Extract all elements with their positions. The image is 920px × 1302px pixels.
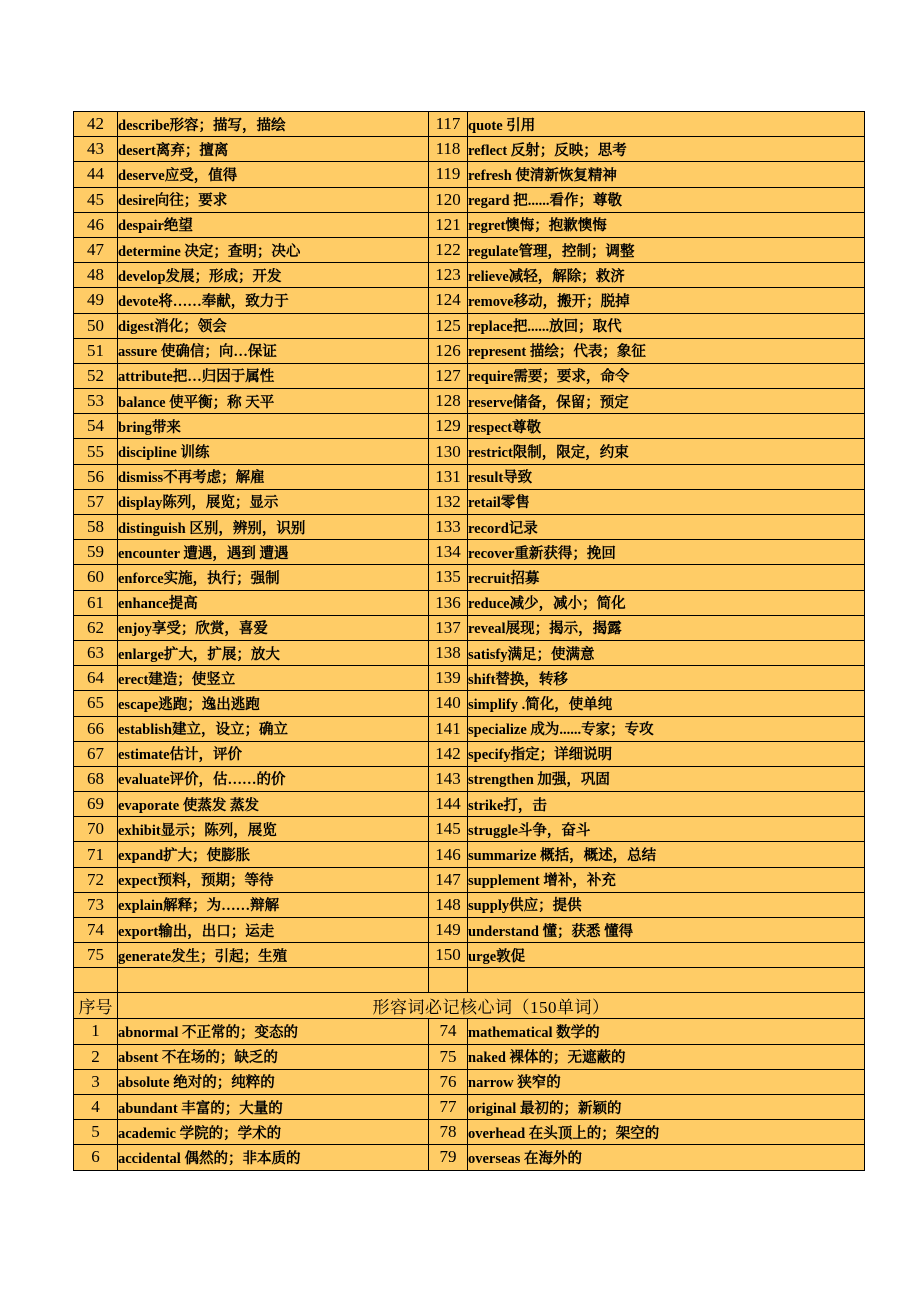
index-cell: 66 <box>74 716 118 741</box>
table-row <box>74 716 865 741</box>
index-cell: 72 <box>74 867 118 892</box>
vocabulary-table <box>73 111 865 1171</box>
word-cell: specify指定；详细说明 <box>468 741 865 766</box>
table-row <box>74 263 865 288</box>
table-row <box>74 1044 865 1069</box>
empty-cell <box>118 968 429 993</box>
index-cell: 139 <box>429 666 468 691</box>
table-row <box>74 766 865 791</box>
table-row <box>74 590 865 615</box>
index-cell: 58 <box>74 515 118 540</box>
index-cell: 141 <box>429 716 468 741</box>
word-cell: original 最初的；新颖的 <box>468 1094 865 1119</box>
index-cell: 1 <box>74 1019 118 1044</box>
word-cell: specialize 成为......专家；专攻 <box>468 716 865 741</box>
index-cell: 47 <box>74 237 118 262</box>
index-cell: 59 <box>74 540 118 565</box>
index-cell: 44 <box>74 162 118 187</box>
table-row <box>74 792 865 817</box>
index-cell: 61 <box>74 590 118 615</box>
index-cell: 74 <box>74 918 118 943</box>
word-cell: academic 学院的；学术的 <box>118 1120 429 1145</box>
index-cell: 65 <box>74 691 118 716</box>
table-row <box>74 741 865 766</box>
table-row <box>74 439 865 464</box>
word-cell: summarize 概括，概述，总结 <box>468 842 865 867</box>
index-cell: 60 <box>74 565 118 590</box>
word-cell: retail零售 <box>468 489 865 514</box>
index-cell: 143 <box>429 766 468 791</box>
index-cell: 130 <box>429 439 468 464</box>
index-cell: 73 <box>74 892 118 917</box>
word-cell: escape逃跑；逸出逃跑 <box>118 691 429 716</box>
index-cell: 48 <box>74 263 118 288</box>
table-row <box>74 414 865 439</box>
table-row <box>74 162 865 187</box>
word-cell: quote 引用 <box>468 112 865 137</box>
table-row <box>74 540 865 565</box>
index-cell: 125 <box>429 313 468 338</box>
index-cell: 135 <box>429 565 468 590</box>
index-cell: 64 <box>74 666 118 691</box>
index-cell: 51 <box>74 338 118 363</box>
index-cell: 118 <box>429 137 468 162</box>
index-cell: 132 <box>429 489 468 514</box>
section-header-row <box>74 993 865 1019</box>
index-cell: 62 <box>74 615 118 640</box>
index-cell: 69 <box>74 792 118 817</box>
word-cell: regulate管理，控制；调整 <box>468 237 865 262</box>
index-cell: 74 <box>429 1019 468 1044</box>
table-row <box>74 943 865 968</box>
index-cell: 145 <box>429 817 468 842</box>
index-cell: 70 <box>74 817 118 842</box>
word-cell: despair绝望 <box>118 212 429 237</box>
table-row <box>74 1019 865 1044</box>
word-cell: balance 使平衡；称 天平 <box>118 389 429 414</box>
index-cell: 133 <box>429 515 468 540</box>
table-row <box>74 489 865 514</box>
index-cell: 43 <box>74 137 118 162</box>
index-cell: 63 <box>74 640 118 665</box>
index-cell: 134 <box>429 540 468 565</box>
blank-row <box>74 968 865 993</box>
index-cell: 5 <box>74 1120 118 1145</box>
word-cell: supplement 增补，补充 <box>468 867 865 892</box>
word-cell: narrow 狭窄的 <box>468 1069 865 1094</box>
index-cell: 144 <box>429 792 468 817</box>
word-cell: enlarge扩大，扩展；放大 <box>118 640 429 665</box>
word-cell: regard 把......看作；尊敬 <box>468 187 865 212</box>
index-cell: 137 <box>429 615 468 640</box>
word-cell: encounter 遭遇，遇到 遭遇 <box>118 540 429 565</box>
word-cell: explain解释；为……辩解 <box>118 892 429 917</box>
empty-cell <box>74 968 118 993</box>
word-cell: recover重新获得；挽回 <box>468 540 865 565</box>
word-cell: expect预料，预期；等待 <box>118 867 429 892</box>
index-cell: 126 <box>429 338 468 363</box>
index-cell: 75 <box>429 1044 468 1069</box>
index-cell: 71 <box>74 842 118 867</box>
word-cell: regret懊悔；抱歉懊悔 <box>468 212 865 237</box>
word-cell: estimate估计，评价 <box>118 741 429 766</box>
table-row <box>74 892 865 917</box>
index-cell: 127 <box>429 363 468 388</box>
word-cell: naked 裸体的；无遮蔽的 <box>468 1044 865 1069</box>
index-cell: 120 <box>429 187 468 212</box>
word-cell: evaporate 使蒸发 蒸发 <box>118 792 429 817</box>
word-cell: strike打，击 <box>468 792 865 817</box>
word-cell: respect尊敬 <box>468 414 865 439</box>
word-cell: mathematical 数学的 <box>468 1019 865 1044</box>
section-title: 形容词必记核心词（150单词） <box>118 993 865 1019</box>
word-cell: reserve储备，保留；预定 <box>468 389 865 414</box>
word-cell: absolute 绝对的；纯粹的 <box>118 1069 429 1094</box>
index-cell: 54 <box>74 414 118 439</box>
table-row <box>74 666 865 691</box>
index-cell: 79 <box>429 1145 468 1170</box>
index-cell: 122 <box>429 237 468 262</box>
index-cell: 75 <box>74 943 118 968</box>
word-cell: urge敦促 <box>468 943 865 968</box>
word-cell: result导致 <box>468 464 865 489</box>
table-row <box>74 817 865 842</box>
index-cell: 117 <box>429 112 468 137</box>
word-cell: reduce减少，减小；简化 <box>468 590 865 615</box>
word-cell: reveal展现；揭示，揭露 <box>468 615 865 640</box>
word-cell: expand扩大；使膨胀 <box>118 842 429 867</box>
table-row <box>74 363 865 388</box>
table-row <box>74 1120 865 1145</box>
index-cell: 142 <box>429 741 468 766</box>
word-cell: satisfy满足；使满意 <box>468 640 865 665</box>
table-row <box>74 918 865 943</box>
word-cell: relieve减轻，解除；救济 <box>468 263 865 288</box>
word-cell: enhance提高 <box>118 590 429 615</box>
word-cell: understand 懂；获悉 懂得 <box>468 918 865 943</box>
word-cell: abnormal 不正常的；变态的 <box>118 1019 429 1044</box>
index-cell: 77 <box>429 1094 468 1119</box>
index-cell: 124 <box>429 288 468 313</box>
index-cell: 123 <box>429 263 468 288</box>
word-cell: attribute把…归因于属性 <box>118 363 429 388</box>
index-cell: 49 <box>74 288 118 313</box>
word-cell: strengthen 加强，巩固 <box>468 766 865 791</box>
word-cell: determine 决定；查明；决心 <box>118 237 429 262</box>
table-row <box>74 842 865 867</box>
table-row <box>74 1094 865 1119</box>
index-cell: 42 <box>74 112 118 137</box>
word-cell: enforce实施，执行；强制 <box>118 565 429 590</box>
word-cell: remove移动，搬开；脱掉 <box>468 288 865 313</box>
index-cell: 56 <box>74 464 118 489</box>
index-cell: 129 <box>429 414 468 439</box>
word-cell: exhibit显示；陈列，展览 <box>118 817 429 842</box>
word-cell: shift替换，转移 <box>468 666 865 691</box>
word-cell: desire向往；要求 <box>118 187 429 212</box>
index-cell: 140 <box>429 691 468 716</box>
index-cell: 45 <box>74 187 118 212</box>
word-cell: dismiss不再考虑；解雇 <box>118 464 429 489</box>
word-cell: recruit招募 <box>468 565 865 590</box>
index-cell: 148 <box>429 892 468 917</box>
word-cell: desert离弃；擅离 <box>118 137 429 162</box>
word-cell: reflect 反射；反映；思考 <box>468 137 865 162</box>
index-cell: 3 <box>74 1069 118 1094</box>
table-row <box>74 1069 865 1094</box>
word-cell: overhead 在头顶上的；架空的 <box>468 1120 865 1145</box>
word-cell: develop发展；形成；开发 <box>118 263 429 288</box>
word-cell: simplify .简化，使单纯 <box>468 691 865 716</box>
index-cell: 57 <box>74 489 118 514</box>
table-row <box>74 389 865 414</box>
word-cell: absent 不在场的；缺乏的 <box>118 1044 429 1069</box>
index-cell: 146 <box>429 842 468 867</box>
table-row <box>74 565 865 590</box>
word-cell: distinguish 区别，辨别，识别 <box>118 515 429 540</box>
table-row <box>74 288 865 313</box>
table-row <box>74 313 865 338</box>
table-row <box>74 464 865 489</box>
index-cell: 53 <box>74 389 118 414</box>
index-cell: 119 <box>429 162 468 187</box>
word-cell: display陈列，展览；显示 <box>118 489 429 514</box>
index-cell: 136 <box>429 590 468 615</box>
index-cell: 76 <box>429 1069 468 1094</box>
table-row <box>74 137 865 162</box>
table-row <box>74 1145 865 1170</box>
word-cell: replace把......放回；取代 <box>468 313 865 338</box>
empty-cell <box>468 968 865 993</box>
index-cell: 68 <box>74 766 118 791</box>
index-cell: 121 <box>429 212 468 237</box>
word-cell: establish建立，设立；确立 <box>118 716 429 741</box>
index-cell: 2 <box>74 1044 118 1069</box>
index-cell: 6 <box>74 1145 118 1170</box>
word-cell: export输出，出口；运走 <box>118 918 429 943</box>
word-cell: digest消化；领会 <box>118 313 429 338</box>
table-row <box>74 691 865 716</box>
index-cell: 55 <box>74 439 118 464</box>
index-cell: 52 <box>74 363 118 388</box>
word-cell: refresh 使清新恢复精神 <box>468 162 865 187</box>
index-cell: 128 <box>429 389 468 414</box>
index-header: 序号 <box>74 993 118 1019</box>
word-cell: devote将……奉献，致力于 <box>118 288 429 313</box>
word-cell: assure 使确信；向…保证 <box>118 338 429 363</box>
word-cell: enjoy享受；欣赏，喜爱 <box>118 615 429 640</box>
index-cell: 138 <box>429 640 468 665</box>
word-cell: bring带来 <box>118 414 429 439</box>
word-cell: accidental 偶然的；非本质的 <box>118 1145 429 1170</box>
table-row <box>74 867 865 892</box>
table-row <box>74 112 865 137</box>
table-row <box>74 187 865 212</box>
index-cell: 131 <box>429 464 468 489</box>
word-cell: describe形容；描写，描绘 <box>118 112 429 137</box>
word-cell: require需要；要求，命令 <box>468 363 865 388</box>
empty-cell <box>429 968 468 993</box>
table-row <box>74 515 865 540</box>
table-row <box>74 615 865 640</box>
index-cell: 147 <box>429 867 468 892</box>
word-cell: discipline 训练 <box>118 439 429 464</box>
index-cell: 149 <box>429 918 468 943</box>
index-cell: 4 <box>74 1094 118 1119</box>
word-cell: supply供应；提供 <box>468 892 865 917</box>
word-cell: struggle斗争，奋斗 <box>468 817 865 842</box>
index-cell: 50 <box>74 313 118 338</box>
word-cell: evaluate评价，估……的价 <box>118 766 429 791</box>
word-cell: restrict限制，限定，约束 <box>468 439 865 464</box>
table-row <box>74 237 865 262</box>
index-cell: 78 <box>429 1120 468 1145</box>
index-cell: 67 <box>74 741 118 766</box>
word-cell: abundant 丰富的；大量的 <box>118 1094 429 1119</box>
word-cell: deserve应受，值得 <box>118 162 429 187</box>
word-cell: erect建造；使竖立 <box>118 666 429 691</box>
word-cell: generate发生；引起；生殖 <box>118 943 429 968</box>
index-cell: 150 <box>429 943 468 968</box>
word-cell: overseas 在海外的 <box>468 1145 865 1170</box>
table-row <box>74 640 865 665</box>
word-cell: record记录 <box>468 515 865 540</box>
table-row <box>74 212 865 237</box>
table-row <box>74 338 865 363</box>
index-cell: 46 <box>74 212 118 237</box>
word-cell: represent 描绘；代表；象征 <box>468 338 865 363</box>
